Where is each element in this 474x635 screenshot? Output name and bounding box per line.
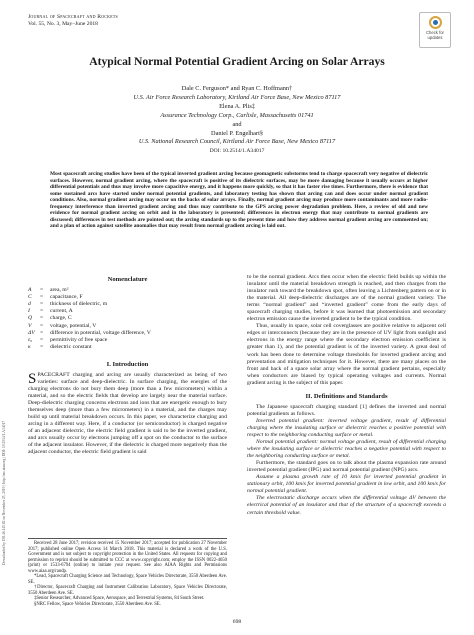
- nomenclature-list: [28, 287, 227, 351]
- paragraph: Thus, usually in space, solar cell coverglasses are positive relative to adjacent cell edges or interconnects (because they are in the presence of UV light from sunlight and electrons in the energy range where the secondary electron emission coefficient is greater than 1), and the potential gradient is of the inverted variety. A great deal of work has been done to determine voltage thresholds for inverted gradient arcing and preventation and mitigation techniques for it. However, there are many places on the front and back of a space solar array where the normal gradient pertains, especially when conductors are biased by typical operating voltages and currents. Normal gradient arcing is the subject of this paper.: [247, 323, 446, 386]
- nomenclature-row: I = current, A: [28, 308, 73, 315]
- author-block: [0, 85, 474, 156]
- definition-label: Inverted potential gradient:: [256, 417, 325, 424]
- page-number: 698: [232, 619, 242, 625]
- nomenclature-definition: current, A: [50, 308, 73, 315]
- authors-line-1: Dale C. Ferguson* and Ryan C. Hoffmann†: [181, 85, 293, 92]
- journal-name: Journal of Spacecraft and Rockets: [28, 14, 118, 20]
- nomenclature-definition: permittivity of free space: [50, 336, 108, 343]
- drop-cap: S: [28, 370, 37, 387]
- footnote: ‡Senior Researcher, Advanced Space, Aerospace, and Terrestrial Systems, 84 South Street.: [34, 596, 205, 601]
- authors-and: and: [232, 120, 242, 128]
- nomenclature-symbol: ε₀: [28, 336, 33, 343]
- inverted-gradient-definition: [247, 418, 446, 439]
- footnote: *Lead, Spacecraft Charging Science and Technology, Space Vehicles Directorate, 3550 Aberdeen Ave. SE.: [28, 574, 227, 585]
- footnote: Received 28 June 2017; revision received 15 November 2017; accepted for publication 27 November 2017; published online Open Access 14 March 2018. This material is declared a work of the U.S. Government and is not subject to copyright protection in the United States. All requests for copying and permission to reprint should be submitted to CCC at www.copyright.com; employ the ISSN 0022-4650 (print) or 1533-6794 (online) to initiate your request. See also AIAA Rights and Permissions www.aiaa.org/randp.: [28, 541, 227, 574]
- nomenclature-symbol: d: [28, 301, 31, 308]
- nomenclature-row: d = thickness of dielectric, m: [28, 301, 108, 308]
- left-column: [28, 275, 227, 457]
- nomenclature-definition: charge, C: [50, 315, 72, 322]
- nomenclature-row: ε₀ = permittivity of free space: [28, 336, 108, 343]
- nomenclature-definition: voltage, potential, V: [50, 322, 97, 329]
- doi[interactable]: DOI: 10.2514/1.A34017: [209, 148, 265, 155]
- definition-text: normal voltage gradient, result of differential charging where the insulating surface or dielectric reaches a negative potential with respect to the neighboring conducting surface or metal.: [247, 439, 446, 460]
- paragraph: to be the normal gradient. Arcs then occur when the electric field builds up within the insulator until the material breakdown strength is reached, and then charges from the insulator rush toward the breakdown spot, often leaving a Lichtenberg pattern on or in the material. All deep-dielectric discharges are of the normal gradient variety. The terms “normal gradient” and “inverted gradient” come from the early days of spacecraft charging studies, before it was learned that photoemission and secondary electron emission cause the inverted gradient to be the typical condition.: [247, 274, 446, 323]
- affiliation-1: U.S. Air Force Research Laboratory, Kirtland Air Force Base, New Mexico 87117: [133, 93, 341, 101]
- authors-line-2: Elena A. Plis‡: [219, 102, 255, 110]
- quoted-standard: The electrostatic discharge occurs when the differential voltage ΔV between the electrical potential of an insulator and that of the structure of a spacecraft exceeds a certain threshold value.: [247, 495, 446, 516]
- intro-text: PACECRAFT charging and arcing are usually characterized as being of two varieties: surface and deep-dielectric. In surface charging, the energies of the charging electrons do not bury them deep (more than a few micrometers) within a material, and so the electric fields that develop are largely near the material surface. Deep-dielectric charging concerns electrons and ions that are energetic enough to bury themselves deep (more than a few micrometers) in a material, and the charges may build up until material breakdown occurs. In this paper, we characterize charging and arcing in a different way. Here, if a conductor (or semiconductor) is charged negative of an adjacent dielectric, the electric field gradient is said to be the inverted gradient, and arcs usually occur by electrons jumping off a spot on the conductor to the surface of the adjacent insulator. However, if the dielectric is charged more negatively than the adjacent conductor, the electric field gradient is said: [28, 371, 227, 456]
- nomenclature-symbol: V: [28, 322, 32, 329]
- normal-gradient-definition: [247, 439, 446, 460]
- intro-paragraph: [28, 372, 227, 457]
- badge-line-2: updates: [427, 35, 443, 40]
- definition-text: inverted voltage gradient, result of differential charging where the insulating surface or dielectric reaches a positive potential with respect to the neighboring conducting surface or metal.: [247, 417, 446, 438]
- intro-title: I. Introduction: [106, 360, 149, 368]
- badge-line-1: Check for: [426, 30, 444, 35]
- nomenclature-row: κ = dielectric constant: [28, 343, 92, 350]
- nomenclature-row: C = capacitance, F: [28, 294, 83, 301]
- nomenclature-row: ΔV = difference in potential, voltage difference, V: [28, 329, 151, 336]
- affiliation-2: Assurance Technology Corp., Carlisle, Massachusetts 01741: [160, 111, 314, 119]
- nomenclature-symbol: I: [28, 308, 30, 315]
- definitions-title: II. Definitions and Standards: [305, 392, 388, 400]
- quoted-standard: Assume a plasma growth rate of 10 km/s for inverted potential gradient in stationary orbit, 100 km/s for inverted potential gradient in low orbit, and 100 km/s for normal potential gradient.: [247, 474, 446, 495]
- journal-header: [28, 14, 118, 27]
- nomenclature-row: A = area, m²: [28, 287, 69, 294]
- footnote: §NRC Fellow, Space Vehicles Directorate, 3550 Aberdeen Ave. SE.: [34, 601, 161, 607]
- nomenclature-symbol: C: [28, 294, 32, 301]
- abstract: Most spacecraft arcing studies have been of the typical inverted gradient arcing because geomagnetic substorms tend to charge spacecraft very negative of dielectric surfaces. However, normal gradient arcing, where the spacecraft is positive of its dielectric surfaces, may be more damaging because it usually occurs at higher differential potentials and thus may involve more capacitive energy, and it happens more quickly, so that it has faster rise times. Furthermore, there is evidence that some sustained arcs have started under normal potential gradients, and laboratory testing has shown that arcing can and does occur under normal gradient conditions. Also, normal gradient arcing may occur on the backs of solar arrays. Finally, normal gradient arcing may produce more contaminants and more radio-frequency interference than inverted gradient arcing and thus may contribute to the GPS arcing power degradation problem. Here, a review of old and new evidence for normal gradient arcing on orbit and in the laboratory is presented; differences in electron energy that may contribute to normal gradients are discussed; differences in test methods are pointed out; the arcing standards up to the present time and how they address normal gradient arcing are commented on; and a plan of action against satellite anomalies that may result from normal gradient arcing is laid out.: [50, 171, 428, 229]
- nomenclature-definition: dielectric constant: [50, 343, 92, 350]
- footnote: †Director, Spacecraft Charging and Instrument Calibration Laboratory, Space Vehicles Directorate, 3550 Aberdeen Ave. SE.: [28, 585, 227, 596]
- nomenclature-definition: area, m²: [50, 287, 69, 294]
- nomenclature-title: Nomenclature: [107, 276, 148, 283]
- check-for-updates-badge[interactable]: [419, 12, 451, 48]
- nomenclature-symbol: κ: [28, 343, 31, 350]
- right-column: [247, 274, 446, 517]
- check-for-updates-icon: [429, 16, 442, 29]
- nomenclature-definition: thickness of dielectric, m: [50, 301, 108, 308]
- nomenclature-row: Q = charge, C: [28, 315, 72, 322]
- nomenclature-symbol: Q: [28, 315, 33, 322]
- affiliation-3: U.S. National Research Council, Kirtland Air Force Base, New Mexico 87117: [138, 138, 336, 146]
- footnotes: [28, 538, 227, 607]
- journal-issue: Vol. 55, No. 3, May–June 2018: [28, 20, 98, 27]
- nomenclature-row: V = voltage, potential, V: [28, 322, 97, 329]
- download-notice-strip: Downloaded by 158.46.145.82 on November 25, 2019 | http://arc.aiaa.org | DOI: 10.2514/1.A34017: [2, 420, 6, 565]
- nomenclature-definition: capacitance, F: [50, 294, 83, 301]
- nomenclature-symbol: A: [28, 287, 32, 294]
- nomenclature-definition: difference in potential, voltage difference, V: [50, 329, 151, 336]
- authors-line-3: Daniel P. Engelhart§: [211, 129, 263, 137]
- paragraph: Furthermore, the standard goes on to talk about the plasma expansion rate around inverted potential gradient (IPG) and normal potential gradient (NPG) arcs.: [247, 460, 446, 474]
- paragraph: The Japanese spacecraft charging standard [1] defines the inverted and normal potential gradients as follows.: [247, 403, 446, 417]
- paper-title: Atypical Normal Potential Gradient Arcing on Solar Arrays: [89, 55, 385, 68]
- nomenclature-symbol: ΔV: [28, 329, 35, 336]
- definition-label: Normal potential gradient:: [256, 439, 319, 446]
